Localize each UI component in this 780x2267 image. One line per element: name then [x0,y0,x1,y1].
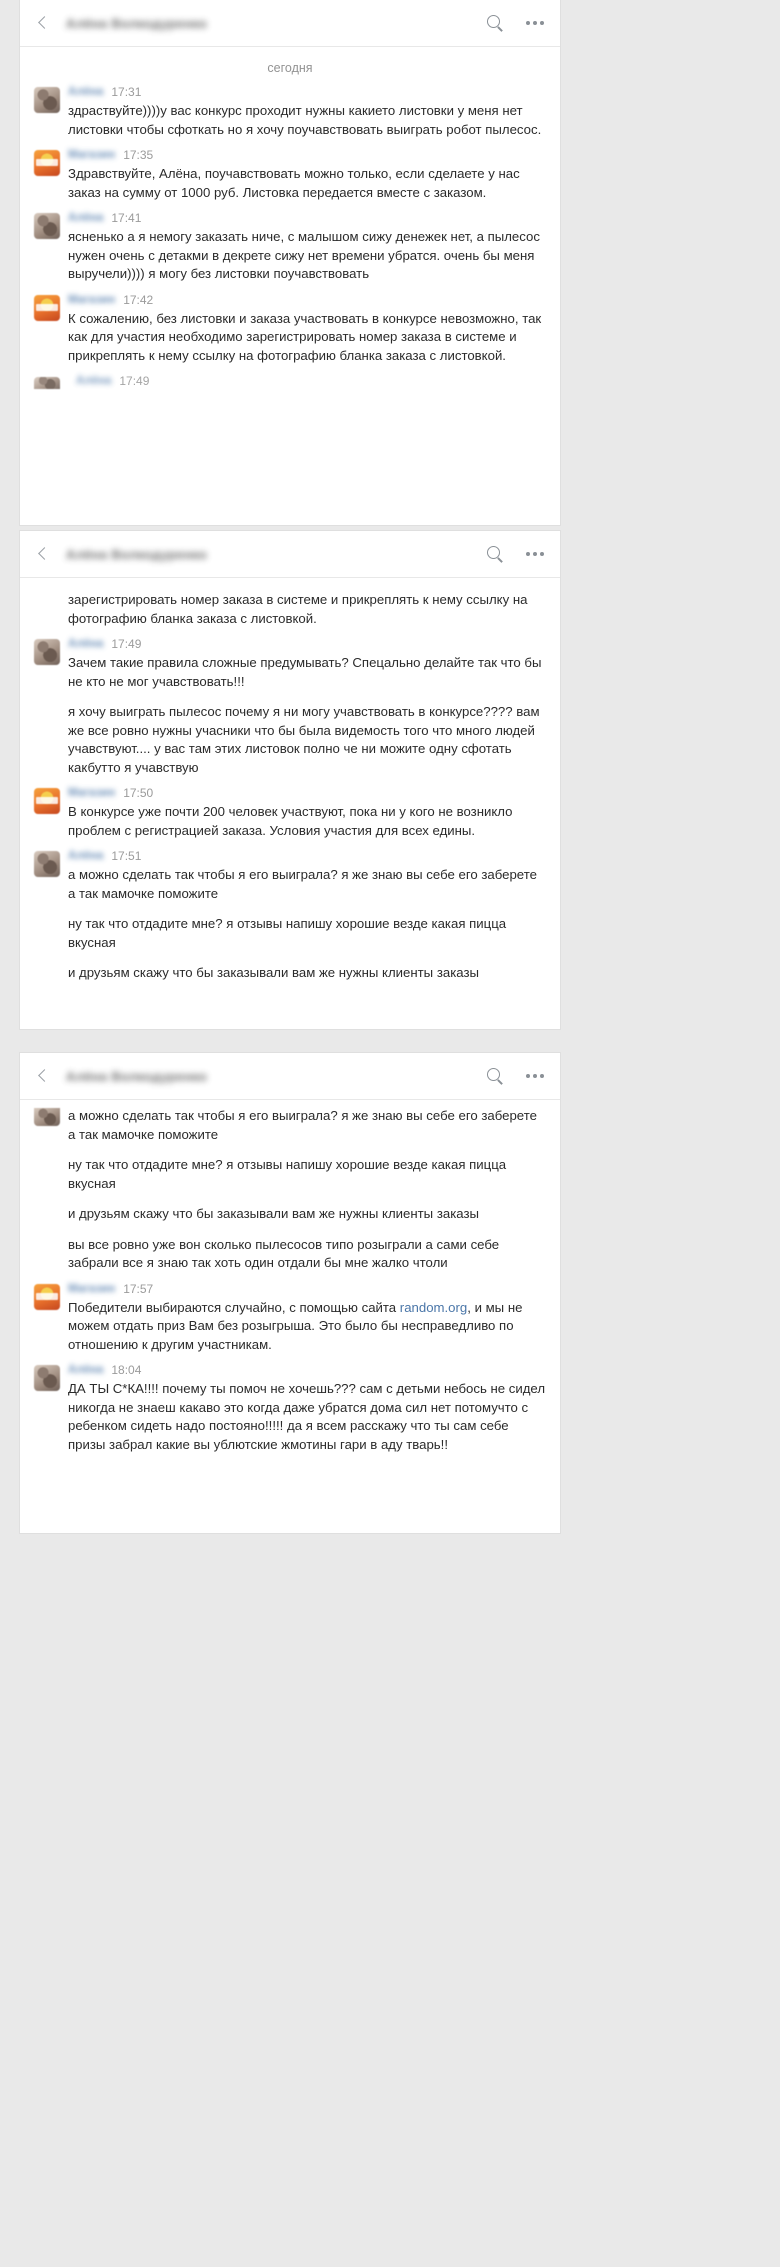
message-sender: Магазин [68,149,116,161]
message-text-with-link [68,1298,546,1356]
back-icon[interactable] [36,1068,52,1084]
message-item[interactable] [34,148,546,203]
message-time: 17:51 [111,849,142,863]
message-sender: Алёна [68,638,104,650]
message-time: 17:57 [123,1281,154,1296]
message-text: и друзьям скажу что бы заказывали вам же нужны клиенты заказы [68,1206,479,1221]
chat-header [20,531,560,578]
message-body [68,1363,549,1455]
chat-panel-2 [20,531,560,1029]
message-body [68,293,546,367]
avatar [34,639,60,665]
search-icon[interactable] [486,14,504,32]
message-item-partial[interactable] [34,374,546,390]
message-meta [68,1282,546,1296]
avatar [34,295,60,321]
header-actions [486,14,544,32]
conversation-title: Алёна Волкодуренко [66,15,208,31]
message-body [68,1106,546,1274]
message-item[interactable] [34,849,546,984]
more-options-icon[interactable] [526,552,544,556]
more-options-icon[interactable] [526,1074,544,1078]
message-time: 17:49 [119,374,150,388]
message-body [68,786,546,841]
conversation-title: Алёна Волкодуренко [66,1068,208,1084]
message-text: К сожалению, без листовки и заказа участвовать в конкурсе невозможно, так как для участия необходимо зарегистрировать номер заказа в системе и прикреплять к нему ссылку на фотографию бланка заказа с листовкой. [68,310,545,363]
message-item-continuation[interactable] [34,578,546,629]
message-item[interactable] [34,1100,546,1274]
message-item[interactable] [34,637,546,778]
message-meta [68,211,546,225]
message-body [68,211,546,285]
message-text: и друзьям скажу что бы заказывали вам же нужны клиенты заказы [68,965,479,980]
message-sender: Алёна [68,212,104,224]
message-body [76,374,546,390]
chat-panel-1 [20,0,560,525]
message-sender: Алёна [76,375,112,387]
message-time: 17:49 [111,637,142,651]
avatar [34,788,60,814]
chat-header [20,0,560,47]
message-body [68,637,546,778]
header-actions [486,545,544,563]
chat-header [20,1053,560,1100]
message-item[interactable] [34,1282,546,1356]
message-meta [68,85,546,99]
day-separator: сегодня [267,61,313,75]
message-time: 17:31 [111,85,142,99]
message-text: Зачем такие правила сложные предумывать? Спецально делайте так что бы не кто не мог учавствовать!!! [68,655,546,689]
avatar [34,1365,60,1391]
message-text: ДА ТЫ С*КА!!!! почему ты помоч не хочешь??? сам с детьми небось не сидел никогда не знаеш какаво это когда даже убратся дома сил нет потомучто с ребенком сидеть надо постояно!!!!! да я всем расскажу что ты сам себе призы забрал какие вы ублютские жмотины гари в аду тварь!! [68,1381,549,1452]
message-meta [68,1363,546,1377]
avatar [34,1284,60,1310]
avatar [34,213,60,239]
message-sender: Алёна [68,1364,104,1376]
more-options-icon[interactable] [526,21,544,25]
message-sender: Алёна [68,850,104,862]
message-time: 18:04 [111,1363,142,1377]
message-text: а можно сделать так чтобы я его выиграла? я же знаю вы себе его заберете а так мамочке поможите [68,1108,541,1142]
message-meta [68,849,546,863]
message-text: ну так что отдадите мне? я отзывы напишу хорошие везде какая пицца вкусная [68,916,510,950]
avatar [34,377,60,389]
message-sender: Магазин [68,293,116,306]
message-time: 17:35 [123,148,154,162]
message-text: В конкурсе уже почти 200 человек участвуют, пока ни у кого не возникло проблем с регистрацией заказа. Условия участия для всех едины. [68,804,517,838]
message-text: зарегистрировать номер заказа в системе и прикреплять к нему ссылку на фотографию бланка заказа с листовкой. [68,592,532,626]
avatar [34,87,60,113]
back-icon[interactable] [36,15,52,31]
message-meta [68,293,546,307]
message-item[interactable] [34,85,546,140]
message-item[interactable] [34,1363,549,1455]
message-meta [68,148,546,162]
message-text: ясненько а я немогу заказать ниче, с малышом сижу денежек нет, а пылесос нужен очень с детакми в декрете сижу нет времени убратся. очень бы меня выручели)))) я могу без листовки поучавствовать [68,229,544,281]
message-body [68,849,546,984]
message-text: а можно сделать так чтобы я его выиграла? я же знаю вы себе его заберете а так мамочке поможите [68,867,541,901]
message-time: 17:42 [123,292,154,307]
message-item[interactable] [34,211,546,285]
message-sender: Алёна [68,86,104,98]
message-time: 17:41 [111,211,142,225]
message-body [68,148,546,203]
message-thread-1 [20,47,560,390]
message-body [68,1282,546,1356]
message-text-part-1: Победители выбираются случайно, с помощью сайта [68,1299,400,1315]
message-sender: Магазин [68,1282,116,1295]
message-text: вы все ровно уже вон сколько пылесосов типо розыграли а сами себе забрали все я знаю так хоть один отдали бы мне жалко чтоли [68,1236,503,1270]
avatar [34,851,60,877]
header-actions [486,1067,544,1085]
avatar [34,1108,60,1126]
message-meta [68,786,546,800]
search-icon[interactable] [486,545,504,563]
message-text: здраствуйте))))у вас конкурс проходит нужны какието листовки у меня нет листовки чтобы сфоткать но я хочу поучавствовать выиграть робот пылесос. [68,103,542,137]
message-body [68,85,546,140]
message-item[interactable] [34,786,546,841]
message-thread-2 [20,578,560,984]
message-text: я хочу выиграть пылесос почему я ни могу учавствовать в конкурсе???? вам же все ровно нужны учасники что бы была видемость того что много людей учавствуют.... у вас там этих листовок полно че ни можите одну сфотать какбутто я учавствую [68,704,544,775]
message-thread-3 [20,1100,560,1455]
message-time: 17:50 [123,786,154,800]
search-icon[interactable] [486,1067,504,1085]
message-body [34,590,546,629]
message-text-part-2: , и мы не можем отдать приз Вам без розыгрыша. Это было бы несправедливо по отношению к другим участникам. [68,1299,527,1352]
chat-panel-3 [20,1053,560,1533]
message-meta [76,374,546,388]
conversation-title: Алёна Волкодуренко [66,546,208,562]
message-sender: Магазин [68,787,116,799]
message-text: Здравствуйте, Алёна, поучавствовать можно только, если сделаете у нас заказ на сумму от 1000 руб. Листовка передается вместе с заказом. [68,166,524,200]
back-icon[interactable] [36,546,52,562]
random-org-link[interactable]: random.org [399,1299,468,1315]
avatar [34,150,60,176]
message-text: ну так что отдадите мне? я отзывы напишу хорошие везде какая пицца вкусная [68,1157,510,1191]
message-item[interactable] [34,293,546,367]
message-meta [68,637,546,651]
bottom-fade [20,499,560,525]
